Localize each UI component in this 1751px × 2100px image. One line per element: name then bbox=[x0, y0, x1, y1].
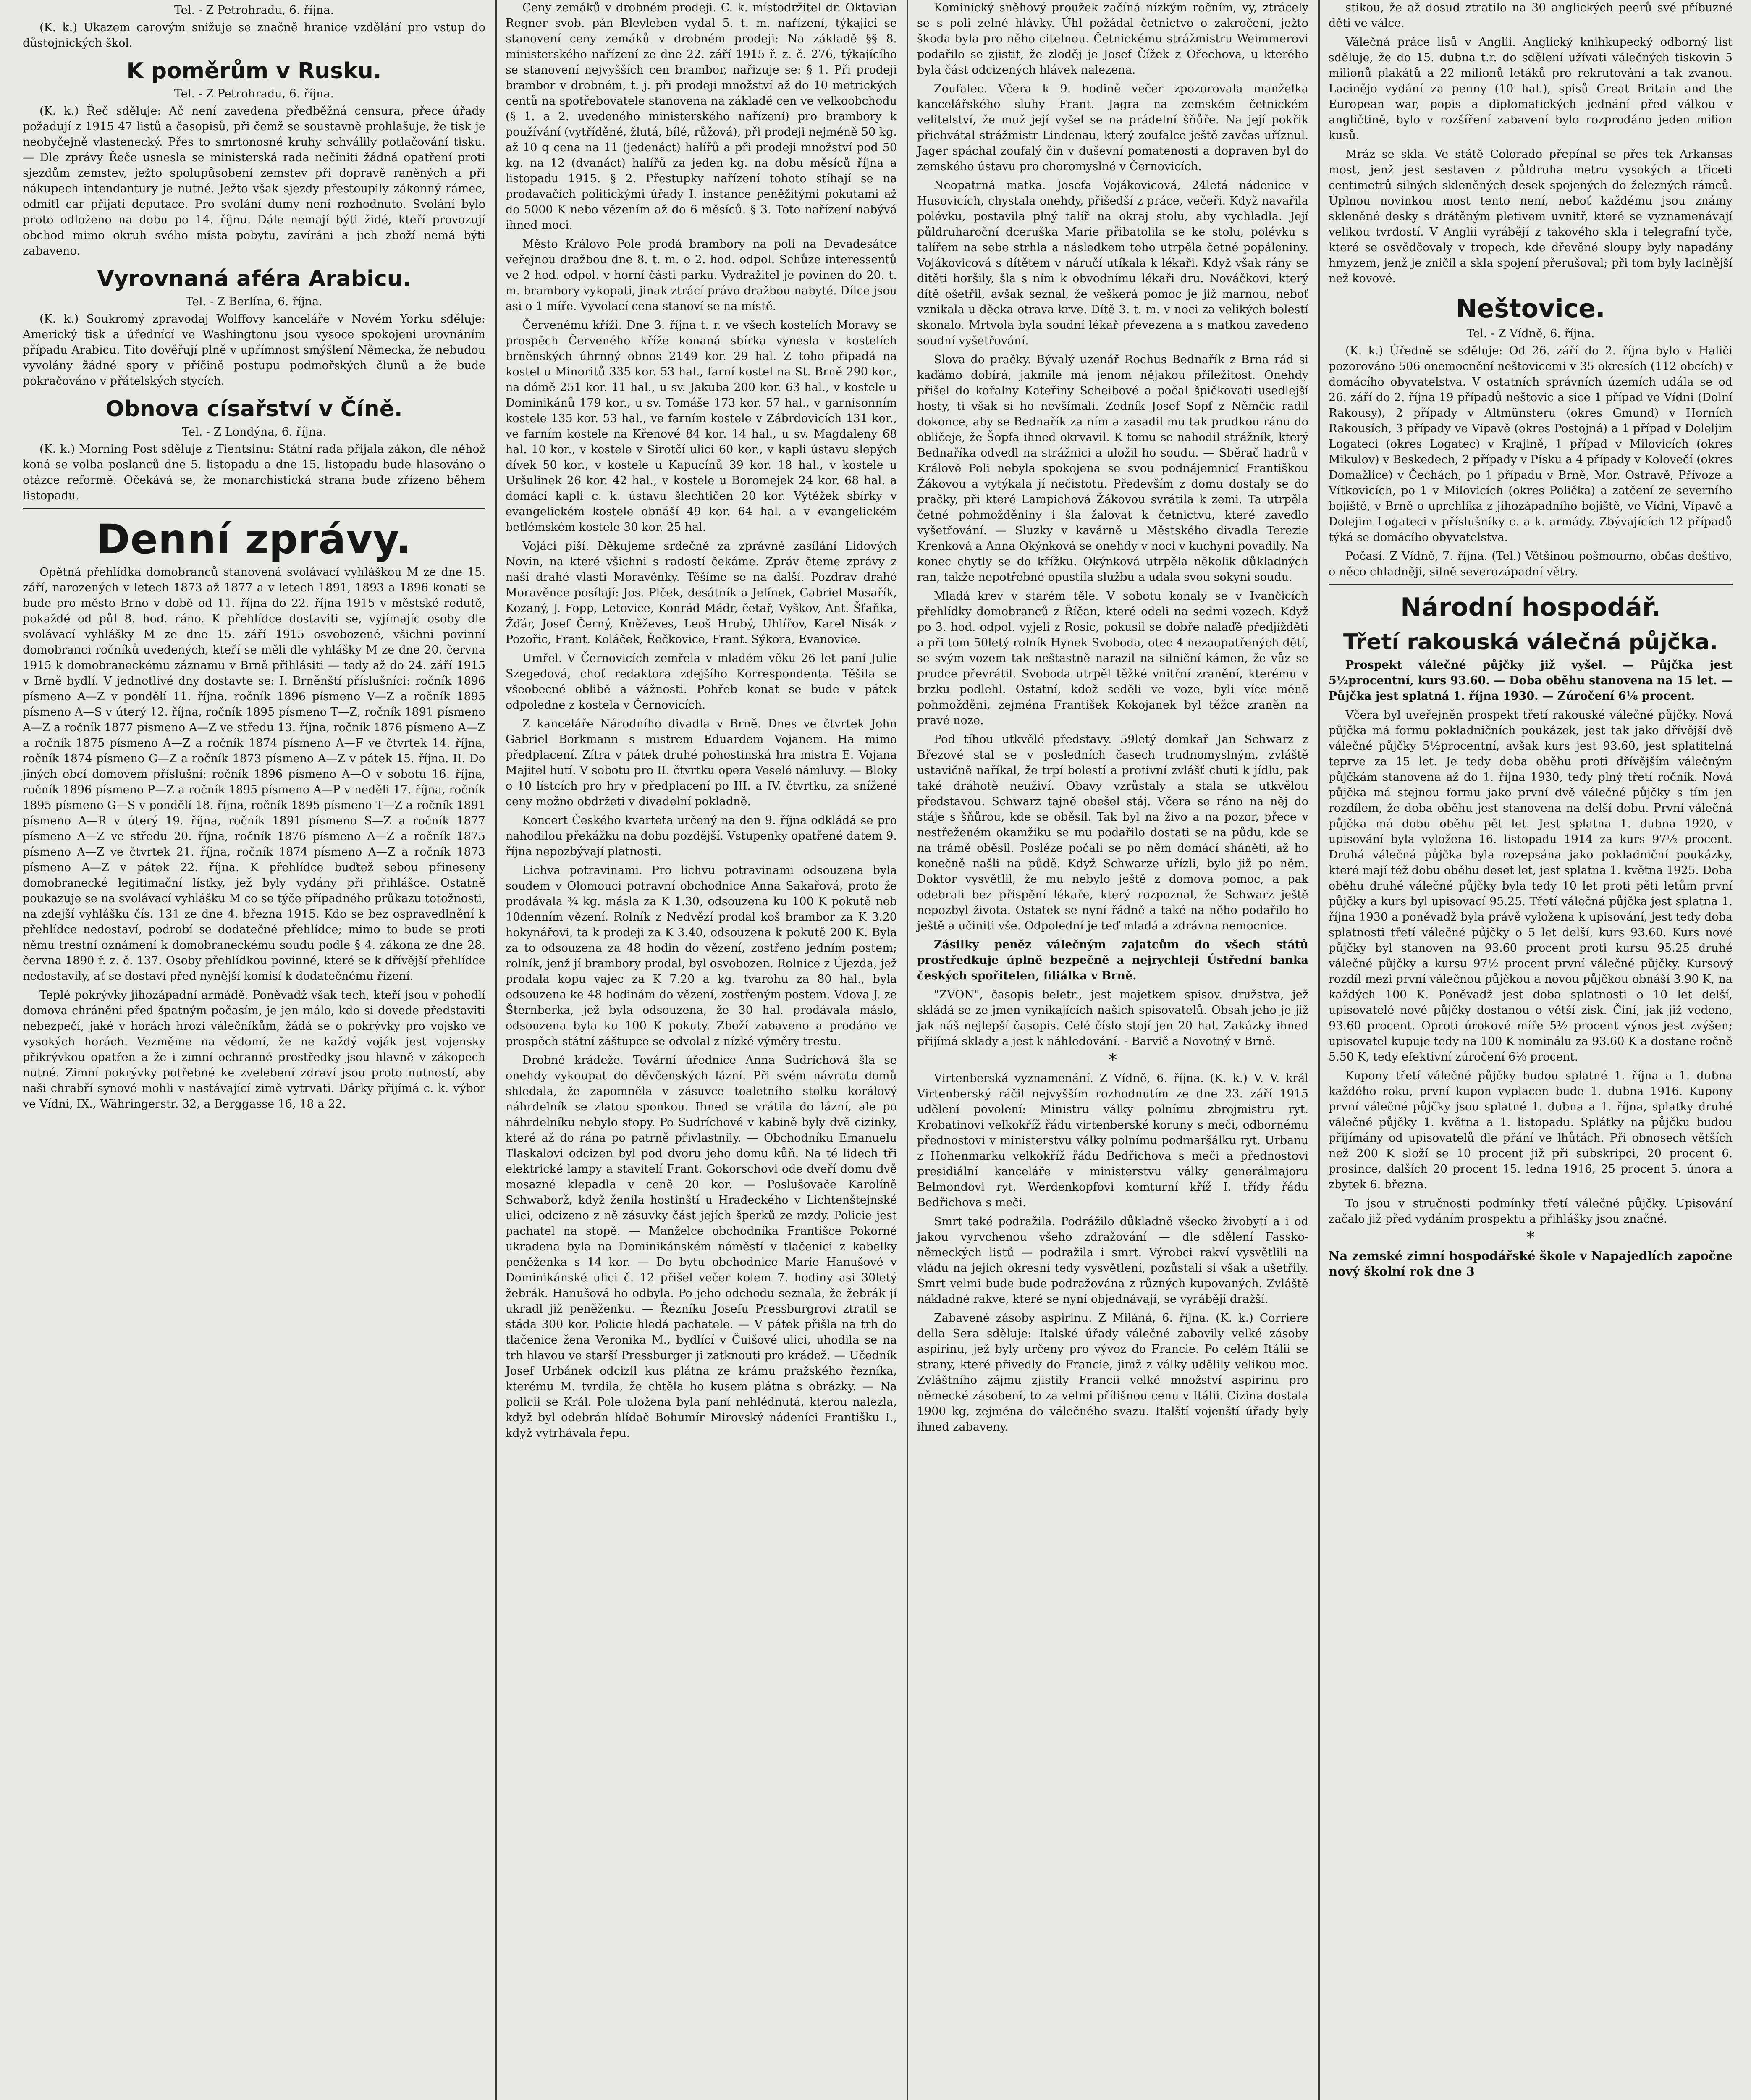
article-text: Včera byl uveřejněn prospekt třetí rakouské válečné půjčky. Nová půjčka má formu pokladničních poukázek, jest tak jako dřívější dvě válečné půjčky 5½procentní, avšak kurs jest 93.60, jest splatitelná teprve za 15 let. Je tedy doba oběhu proti dřívějším válečným půjčkám stanovena až do 1. října 1930, tedy plný třetí ročník. Nová půjčka má stejnou formu jako první dvě válečné půjčky s tím jen rozdílem, že doba oběhu jest stanovena na delší dobu. První válečná půjčka má dobu oběhu pět let. Jest splatna 1. dubna 1920, v upisování byla vyložena 16. listopadu 1914 za kurs 97½ procent. Druhá válečná půjčka byla rozepsána jako pokladniční poukázky, které mají též dobu oběhu deset let, jest splatna 1. května 1925. Doba oběhu druhé válečné půjčky byla tedy 10 let proti pěti letům první půjčky a kurs byl upisovací 95.25. Třetí válečná půjčka jest splatna 1. října 1930 a poněvadž byla právě vyložena k upisování, jest tedy doba splatnosti třetí válečné půjčky o 5 let delší, kurs 93.60. Kurs nové půjčky byl stanoven na 93.60 procent proti kursu 95.25 druhé válečné půjčky a kursu 97½ procent první válečné půjčky. Kursový rozdíl mezi první válečnou půjčkou a novou půjčkou obnáší 3.90 K, na každých 100 K. Poněvadž jest doba splatnosti o 10 let delší, upisovatelé nové půjčky dostanou o větší zisk. Činí, jak již vedeno, 93.60 procent. Oproti úrokové míře 5½ procent výnos jest zvýšen; upisovatel kupuje tedy na 100 K nominálu za 93.60 K a dostane ročně 5.50 K, tedy efektivní zúročení 6⅛ procent. bbox=[1329, 709, 1733, 1063]
article-text: Pod tíhou utkvělé představy. 59letý domkař Jan Schwarz z Březové stal se v posledních časech trudnomyslným, zvláště ustavičně naříkal, že trpí bolestí a protivní zvlášť chuti k jídlu, pak také dráhotě neuživí. Obavy vzrůstaly a stala se utkvělou představou. Schwarz tajně obešel stáj. Včera se ráno na něj do stáje s šňůrou, kde se oběsil. Tak byl na živo a na pozor, přece v nestřeženém okamžiku se mu podařilo dostati se na půdu, kde se na trámě oběsil. Posléze počali se po něm domácí sháněti, až ho konečně našli na půdě. Když Schwarze uřízli, bylo již po něm. Doktor vysvětlil, že mu nebylo ještě z domova pomoc, a pak odebrali bez přispění lékaře, který rozpoznal, že Schwarz ještě nepozbyl života. Ostatek se nyní řádně a také na něho podařilo ho ještě a učiniti vše. Odpolední je teď mladá a zdrávna nemocnice. bbox=[917, 733, 1308, 932]
article-text: Zabavené zásoby aspirinu. Z Miláná, 6. října. (K. k.) Corriere della Sera sděluje: Italské úřady válečné zabavily velké zásoby aspirinu, jež byly určeny pro vývoz do Francie. Po celém Itálii se strany, které přivedly do Francie, jimž z války udělily velikou moc. Zvláštního zájmu zjistily Francii velké množství aspirinu pro německé zásobení, to za velmi přílišnou cenu v Itálii. Cizina dostala 1900 kg, zejména do válečného svazu. Italští vojenští úřady byly ihned zabaveny. bbox=[917, 1312, 1308, 1433]
article-text: Ceny zemáků v drobném prodeji. C. k. místodržitel dr. Oktavian Regner svob. pán Bleyleben vydal 5. t. m. nařízení, týkající se stanovení ceny zemáků v drobném prodeji: Na základě §§ 8. ministerského nařízení ze dne 22. září 1915 ř. z. č. 276, týkajícího se stanovení nejvyšších cen brambor, nařizuje se: § 1. Při prodeji brambor v drobném, t. j. při prodeji množství až do 10 metrických centů na spotřebovatele stanovena na základě cen ve velkoobchodu (§ 1. a 2. uvedeného ministerského nařízení) pro brambory k používání (vytříděné, žlutá, bílé, růžová), při prodeji nejméně 50 kg. až 10 q cena na 11 (jedenáct) halířů a při prodeji množství pod 50 kg. na 12 (dvanáct) halířů za jeden kg. na dobu měsíců října a listopadu 1915. § 2. Přestupky nařízení tohoto stíhají se na prodavačích politickými úřady I. instance peněžitými pokutami až do 5000 K nebo vězením až do 6 měsíců. § 3. Toto nařízení nabývá ihned moci. bbox=[506, 1, 897, 232]
article-text: Slova do pračky. Bývalý uzenář Rochus Bednařík z Brna rád si kaďámo dobírá, jakmile má jenom nějakou příležitost. Onehdy přišel do kořalny Kateřiny Scheibové a počal špičkovati usedlejší hosty, ti však si ho nevšímali. Zedník Josef Sopf z Němčic radil dokonce, aby se Bednařík za ním a zasadil mu tak prudkou ránu do obličeje, že Šopfa ihned okrvavil. K tomu se nahodil strážník, který Bednaříka odvedl na strážnici a uložil ho soudu. — Sběrač hadrů v Králově Poli nebyla spokojena se svou podnájemnicí Františkou Žákovou a vytýkala jí nečistotu. Především z domu dostaly se do pračky, při které Lampichová Žákovou svrátila k zemi. Ta utrpěla četné pohmožděniny i šla žalovat k četnictvu, které zavedlo vyšetřování. — Sluzky v kavárně u Městského divadla Terezie Krenková a Anna Okýnková se onehdy v noci v kuchyni povadily. Na konec chytly se do křížku. Okýnková utrpěla několik důkladných ran, takže nepotřebné opustila službu a udala svou sokyni soudu. bbox=[917, 353, 1308, 584]
article-text: Město Královo Pole prodá brambory na poli na Devadesátce veřejnou dražbou dne 8. t. m. o 2. hod. odpol. Schůze interessentů ve 2 hod. odpol. v horní části parku. Vydražitel je povinen do 20. t. m. brambory vykopati, jinak ztrácí právo dražbou nabyté. Dílce jsou asi o 1 míře. Vyvolací cena stanoví se na místě. bbox=[506, 238, 897, 313]
headline-arabicu: Vyrovnaná aféra Arabicu. bbox=[97, 266, 411, 291]
article-text: Počasí. Z Vídně, 7. října. (Tel.) Většinou pošmourno, občas deštivo, o něco chladněji, silně severozápadní větry. bbox=[1329, 550, 1733, 578]
article-text: Vojáci píší. Děkujeme srdečně za zprávné zasílání Lidových Novin, na které všichni s radostí čekáme. Zpráv čteme zprávy z naší drahé vlasti Moravěnky. Těšíme se na další. Pozdrav drahé Moravěnce posílají: Jos. Plček, desátník a Jelínek, Gabriel Masařík, Kozaný, J. Fopp, Letovice, Konrád Mádr, četař, Vyškov, Ant. Šťaňka, Žďár, Josef Černý, Kněževes, Leoš Hrubý, Uhlířov, Karel Nisák z Pozořic, Frant. Koláček, Řečkovice, Frant. Sýkora, Evanovice. bbox=[506, 540, 897, 646]
dateline: Tel. - Z Londýna, 6. října. bbox=[182, 425, 326, 438]
article-text: (K. k.) Ukazem carovým snižuje se značně hranice vzdělání pro vstup do důstojnických škol. bbox=[23, 21, 485, 50]
article-text: (K. k.) Řeč sděluje: Ač není zavedena předběžná censura, přece úřady požadují z 1915 47 listů a časopisů, při čemž se soustavně prohlašuje, že tisk je neobyčejně vlastenecký. Přes to smrtonosné kruhy schválily potlačování tisku. — Dle zprávy Řeče usnesla se ministerská rada nečiniti žádná opatření proti sjezdům zemstev, ježto spolupůsobení zemstev při dopravě raněných a při nákupech intendantury je nutné. Ježto však sjezdy přestoupily zákonný rámec, odmítl car přijati deputace. Pro svolání dumy není rozhodnuto. Svolání bylo proto odloženo na dobu po 14. říjnu. Dále nemají býti židé, kteří provozují obchod mimo okruh svého místa pobytu, zavíráni a jich zboží nemá býti zabaveno. bbox=[23, 105, 485, 257]
article-text: Virtenberská vyznamenání. Z Vídně, 6. října. (K. k.) V. V. král Virtenberský ráčil nejvyšším rozhodnutím ze dne 23. září 1915 udělení povolení: Ministru války polnímu zbrojmistru ryt. Krobatinovi velkokříž řádu virtenberské koruny s meči, odbornému přednostovi v ministerstvu války polnímu podmaršálku ryt. Urbanu z Hohenmarku velkokříž řádu Bedřichova s meči a přednostovi presidiální kanceláře v ministerstvu války generálmajoru Belmondovi ryt. Werdenkopfovi komturní kříž I. třídy řádu Bedřichova s meči. bbox=[917, 1072, 1308, 1209]
dateline: Tel. - Z Petrohradu, 6. října. bbox=[174, 87, 334, 100]
article-text: Drobné krádeže. Tovární úřednice Anna Sudríchová šla se onehdy vykoupat do děvčenských lázní. Při svém návratu domů shledala, že zapomněla v zásuvce toaletního stolku korálový náhrdelník se zlatou sponkou. Ihned se vrátila do lázní, ale po náhrdelníku nebylo stopy. Po Sudríchové v kabině byly dvě cizinky, které až do rána po patrně přivlastnily. — Obchodníku Emanuelu Tlaskalovi odcizen byl pod dvoru jeho domu kůň. Na té lidech tři elektrické lampy a stavitelí Frant. Gokorschovi ode dveří domu dvě mosazné klepadla v ceně 20 kor. — Poslušovače Karolíně Schwaborž, když ženila hostinští u Hradeckého v Lichtenštejnské ulici, odcizeno z ně zásuvky část jejích šperků ze mzdy. Policie jest pachatel na stopě. — Manželce obchodníka Františce Pokorné ukradena byla na Dominikánském náměstí v tlačenici z kabelky peněženka s 14 kor. — Do bytu obchodnice Marie Hanušové v Dominikánské ulici č. 12 přišel večer kolem 7. hodiny asi 30letý žebrák. Hanušová ho odbyla. Po jeho odchodu seznala, že žebrák jí ukradl již peněženku. — Řezníku Josefu Pressburgrovi ztratil se stáda 300 kor. Policie hledá pachatele. — V pátek přišla na trh do tlačenice žena Veronika M., bydlící v Čuišové ulici, uhodila se na trh hlavou ve starší Pressburger ji zatknouti pro krádež. — Učedník Josef Urbánek odcizil kus plátna ze krámu pražského řezníka, kterému M. tvrdila, že chtěla ho kusem plátna s obrázky. — Na policii se Král. Pole uložena byla paní nehlédnutá, kterou nalezla, když byl odebrán hlídač Bohumír Mirovský nádeníci Františku I., když vytrhávala řepu. bbox=[506, 1054, 897, 1440]
article-text: (K. k.) Morning Post sděluje z Tientsinu: Státní rada přijala zákon, dle něhož koná se volba poslanců dne 5. listopadu a dne 15. listopadu bude hlasováno o otázce reformě. Očekává se, že monarchistická strana bude zřízeno během listopadu. bbox=[23, 443, 485, 502]
dateline: Tel. - Z Petrohradu, 6. října. bbox=[174, 4, 334, 17]
article-text: Zoufalec. Včera k 9. hodině večer zpozorovala manželka kancelářského sluhy Frant. Jagra na zemském četnickém velitelství, že muž její vyšel se na prádelní šňůře. Na její pokřik přichvátal strážmistr Lindenau, který zoufalce ještě zavčas uříznul. Jager spáchal zoufalý čin v duševní pomatenosti a dopraven byl do zemského ústavu pro choromyslné v Černovicích. bbox=[917, 82, 1308, 173]
article-text: Lichva potravinami. Pro lichvu potravinami odsouzena byla soudem v Olomouci potravní obchodnice Anna Sakařová, proto že prodávala ¾ kg. másla za K 1.30, odsouzena ku 100 K pokutě neb 10denním vězení. Rolník z Nedvězí prodal koš brambor za K 3.20 hokynářovi, ta k prodeji za K 3.40, odsouzena k pokutě 200 K. Byla za to odsouzena za 48 hodin do vězení, zostřeno jedním postem; rolník, jenž jí brambory prodal, byl osvobozen. Rolnice z Újezda, jež prodala kopu vajec za K 7.20 a kg. tvarohu za 80 hal., byla odsouzena ke 48 hodinám do vězení, zostřeným postem. Vdova J. ze Šternberka, jež byla odsouzena, že 30 hal. prodávala máslo, odsouzena byla ku 100 K pokuty. Zboží zabaveno a prodáno ve prospěch státní záštupce se odvolal z nízké výměry trestu. bbox=[506, 864, 897, 1048]
separator-star: * bbox=[1526, 1228, 1535, 1247]
article-text: Kominický sněhový proužek začíná nízkým ročním, vy, ztrácely se s poli zelné hlávky. Úhl požádal četnictvo o zakročení, ježto škoda byla pro něho citelnou. Četnickému strážmistru Weimmerovi podařilo se zjistit, že zloděj je Josef Čížek z Ořechova, u kterého byla část odcizených hlávek nalezena. bbox=[917, 1, 1308, 76]
column-4 bbox=[1323, 0, 1738, 2100]
article-text: Prospekt válečné půjčky již vyšel. — Půjčka jest 5½procentní, kurs 93.60. — Doba oběhu stanovena na 15 let. — Půjčka jest splatná 1. října 1930. — Zúročení 6⅛ procent. bbox=[1329, 659, 1733, 703]
article-text: Umřel. V Černovicích zemřela v mladém věku 26 let paní Julie Szegedová, choť redaktora zdejšího Korrespondenta. Těšila se všeobecné oblibě a vážnosti. Pohřeb konat se bude v pátek odpoledne z kostela v Černovicích. bbox=[506, 652, 897, 711]
article-text: Neopatrná matka. Josefa Vojákovicová, 24letá nádenice v Husovicích, chystala onehdy, přišedší z práce, večeři. Když navařila polévku, postavila plný talíř na okraj stolu, aby vychladla. Její půldruharoční dceruška Marie přibatolila se ke stolu, polévku s talířem na sebe strhla a následkem toho utrpěla četné popáleniny. Vojákovicová s dítětem v náručí utíkala k lékaři. Když však rány se ditěti horšily, šla s ním k obvodnímu lékaři dru. Nováčkovi, který dítě ošetřil, avšak seznal, že veškerá pomoc je již marnou, neboť vznikala u děcka otrava krve. Dítě 3. t. m. v noci za velikých bolestí skonalo. Mrtvola byla soudní lékař převezena a s matkou zavedeno soudní vyšetřování. bbox=[917, 179, 1308, 347]
article-text: (K. k.) Soukromý zpravodaj Wolffovy kanceláře v Novém Yorku sděluje: Americký tisk a úřednící ve Washingtonu jsou vysoce spokojeni urovnáním případu Arabicu. Tito dověřují plně v upřímnost smýšlení Německa, že nebudou vyvolány žádné spory v příčině postupu podmořských člunů a že bude pokračováno v přátelských stycích. bbox=[23, 312, 485, 388]
article-text: (K. k.) Úředně se sděluje: Od 26. září do 2. října bylo v Haliči pozorováno 506 onemocnění neštovicemi v 35 okresích (112 obcích) v domácího obyvatelstva. V ostatních správních územích udála se od 26. září do 2. října 19 případů neštovic a sice 1 případ ve Vídni (Dolní Rakousy), 2 případy v Altmünsteru (okres Gmund) v Horních Rakousích, 3 případy ve Vipavě (okres Postojná) a 1 případ v Doleljim Logateci (okres Logatec) v Krajině, 1 případ v Milovicích (okres Mikulov) v Beskedech, 2 případy v Písku a 4 případy v Kolovečí (okres Domažlice) v Čechách, po 1 případu v Brně, Mor. Ostravě, Přívoze a Vítkovicích, po 1 v Milovicích (okres Polička) a zatčení ze severního bojiště, v Brně o uprchlíka z jihozápadního bojiště, ve Vídni, Vípavě a Dolejim Logateci v příslušníky c. a k. armády. Zbývajících 12 případů týká se domácího obyvatelstva. bbox=[1329, 344, 1733, 544]
column-divider bbox=[1318, 0, 1320, 2100]
article-text: To jsou v stručnosti podmínky třetí válečné půjčky. Upisování začalo již před vydáním prospektu a přihlášky jsou značné. bbox=[1329, 1197, 1733, 1226]
article-text: Zásilky peněz válečným zajatcům do všech států prostředkuje úplně bezpečně a nejrychleji Ústřední banka českých spořitelen, filiálka v Brně. bbox=[917, 938, 1308, 982]
article-text: stikou, že až dosud ztratilo na 30 anglických peerů své příbuzné děti ve válce. bbox=[1329, 1, 1733, 30]
article-text: Válečná práce lisů v Anglii. Anglický knihkupecký odborný list sděluje, že do 15. dubna t.r. do sdělení užívati válečných tiskovin 5 milionů plakátů a 22 milionů letáků pro rekrutování a tak zvanou. Lacinějo vydání za penny (10 hal.), spisů Great Britain and the European war, popis a diplomatických jednání před válkou v angličtině, bylo v rozšíření zabavení bylo rozprodáno jeden milion kusů. bbox=[1329, 36, 1733, 142]
column-divider bbox=[495, 0, 497, 2100]
article-text: Mladá krev v starém těle. V sobotu konaly se v Ivančicích přehlídky domobranců z Říčan, které odeli na sedmi vozech. Když po 3. hod. odpol. vyjeli z Rosic, pokusil se dobře nalaďě předjížděti a při tom 50letý rolník Hynek Svoboda, otec 4 nezaopatřených dětí, se svým vozem tak neštastně narazil na silniční kámen, že vůz se prudce převrátil. Svoboda utrpěl těžké vnitřní zranění, kterému v brzku podlehl. Ostatní, kdož seděli ve voze, byli více méně pohmožděni, zejména František Kokojanek byl těžce zraněn na pravé noze. bbox=[917, 590, 1308, 727]
article-text: Červenému kříži. Dne 3. října t. r. ve všech kostelích Moravy se prospěch Červeného kříže konaná sbírka vynesla v kostelích brněnských úhrnný obnos 2149 kor. 29 hal. Z toho připadá na kostel u Minoritů 335 kor. 53 hal., farní kostel na St. Brně 290 kor., na dómě 251 kor. 11 hal., u sv. Jakuba 200 kor. 63 hal., v kostele u Dominikánů 179 kor., u sv. Tomáše 173 kor. 57 hal., v garnisonním kostele 135 kor. 53 hal., ve farním kostele v Zábrdovicích 131 kor., ve farním kostele na Křenové 84 kor. 14 hal., u sv. Magdaleny 68 hal. 10 kor., v kostele v Sirotčí ulici 60 kor., v kapli ústavu slepých dívek 50 kor., v kostele u Kapucínů 39 kor. 18 hal., v kostele u Uršulinek 26 kor. 42 hal., v kostele u Boromejek 24 kor. 68 hal. a domácí kapli c. k. ústavu šlechtičen 20 kor. Výtěžek sbírky v evangelickém kostele obnáší 49 kor. 64 hal. a v evangelickém betlémském kostele 30 kor. 25 hal. bbox=[506, 319, 897, 534]
article-text: Mráz se skla. Ve státě Colorado přepínal se přes tek Arkansas most, jenž jest sestaven z půldruha metru vysokých a třiceti centimetrů silných skleněných desek spojených do železných rámců. Úplnou novinkou most tento není, neboť každému jsou známy skleněné desky s drátěným pletivem uvnitř, které se vyznamenávají velikou tvrdostí. V Anglii vyrábějí z takového skla i telegrafní tyče, které se osvědčovaly v tropech, kde dřevěné sloupy byly napadány hmyzem, jenž je zničil a skla spojení přerušoval; při tom byly lacinější než kovové. bbox=[1329, 148, 1733, 285]
headline-cina: Obnova císařství v Číně. bbox=[105, 396, 403, 422]
separator-star: * bbox=[1109, 1050, 1117, 1070]
article-text: "ZVON", časopis beletr., jest majetkem spisov. družstva, jež skládá se ze jmen vynikajících našich spisovatelů. Obsah jeho je již jak náš nejlepší časopis. Celé číslo stojí jen 20 hal. Zakázky ihned přijímá sklady a jest k náhledování. - Barvič a Novotný v Brně. bbox=[917, 988, 1308, 1048]
article-text: Z kanceláře Národního divadla v Brně. Dnes ve čtvrtek John Gabriel Borkmann s mistrem Eduardem Vojanem. Ha mimo předplacení. Zítra v pátek druhé pohostinská hra mistra E. Vojana Majitel hutí. V sobotu pro II. čtvrtku opera Veselé námluvy. — Bloky o 10 lístcích pro hry v předplacení po III. a IV. čtvrtku, za snížené ceny možno obdržeti v divadelní pokladně. bbox=[506, 717, 897, 808]
article-text: Teplé pokrývky jihozápadní armádě. Poněvadž však tech, kteří jsou v pohodlí domova chráněni před špatným počasím, je jen málo, kdo si dovede představiti nebezpečí, jaké v horách hrozí válečníkům, žádá se o pokrývky pro vojsko ve vysokých horách. Vezměme na vědomí, že ne každý voják jest vojensky přikrývkou opatřen a že i zimní ochranné prostředky jsou hlavně v zákopech nutné. Zimní pokrývky potřebné ke zvelebení zdraví jsou proto nutností, aby naši chrabří synové mohli v nastávající zimě vytrvati. Dárky přijímá c. k. výbor ve Vídni, IX., Währingerstr. 32, a Berggasse 16, 18 a 22. bbox=[23, 989, 485, 1110]
column-divider bbox=[907, 0, 908, 2100]
section-rule bbox=[1329, 584, 1733, 585]
dateline: Tel. - Z Vídně, 6. října. bbox=[1466, 327, 1595, 340]
headline-rusko: K poměrům v Rusku. bbox=[126, 58, 382, 84]
column-2 bbox=[500, 0, 903, 2100]
column-3 bbox=[911, 0, 1314, 2100]
article-text: Smrt také podražila. Podrážilo důkladně všecko živobytí a i od jakou vyrvchenou všeho zdražování — dle sdělení Fassko-německých listů — podražila i smrt. Výrobci rakví vysvětlili na vládu na jejich okresní tedy vysvětlení, pozůstalí si však a ušetřily. Smrt velmi bude bude podražována z různých kupovaných. Zvláště nákladné rakve, které se nyní objednávají, se vyrábějí dražší. bbox=[917, 1215, 1308, 1306]
headline-denni-zpravy: Denní zprávy. bbox=[96, 516, 412, 563]
notice-text: Na zemské zimní hospodářské škole v Napajedlích započne nový školní rok dne 3 bbox=[1329, 1249, 1733, 1278]
headline-narodni-hospodar: Národní hospodář. bbox=[1400, 593, 1661, 622]
dateline: Tel. - Z Berlína, 6. října. bbox=[186, 295, 322, 308]
article-text: Opětná přehlídka domobranců stanovená svolávací vyhláškou M ze dne 15. září, narozených v letech 1873 až 1877 a v letech 1891, 1893 a 1896 konati se bude pro město Brno v době od 11. října do 22. října 1915 v městské redutě, pokaždé od půl 8. hod. ráno. K přehlídce dostaviti se, vyjímajíc osoby dle svolávací vyhlášky M ze dne 15. září 1915 osvobozené, všichni povinní domobranci ročníků uvedených, kteří se měli dle vyhlášky M ze dne 20. června 1915 k domobraneckému záznamu v Brně přihlásiti — tedy až do 24. září 1915 v Brně bydlí. V jednotlivé dny dostavte se: I. Brněnští příslušníci: ročník 1896 písmeno A—Z v pondělí 11. října, ročník 1896 písmeno V—Z a ročník 1895 písmeno A—S v úterý 12. října, ročník 1895 písmeno T—Z, ročník 1891 písmeno A—Z a ročník 1877 písmeno A—Z ve středu 13. října, ročník 1876 písmeno A—Z a ročník 1875 písmeno A—Z a ročník 1874 písmeno A—F ve čtvrtek 14. října, ročník 1874 písmeno G—Z a ročník 1873 písmeno A—Z v pátek 15. října. II. Do jiných obcí domovem příslušní: ročník 1896 písmeno A—O v sobotu 16. října, ročník 1896 písmeno P—Z a ročník 1895 písmeno A—P v neděli 17. října, ročník 1895 písmeno G—S v pondělí 18. října, ročník 1895 písmeno T—Z a ročník 1891 písmeno A—R v úterý 19. října, ročník 1891 písmeno S—Z a ročník 1877 písmeno A—Z ve středu 20. října, ročník 1876 písmeno A—Z a ročník 1875 písmeno A—Z ve čtvrtek 21. října, ročník 1874 písmeno A—Z a ročník 1873 písmeno A—Z v pátek 22. října. K přehlídce buďtež sebou přineseny domobranecké legitimační lístky, jež byly vydány při přihlášce. Ostatně poukazuje se na svolávací vyhlášku M co se týče případného průkazu totožnosti, na zdejší vyhlášku čís. 131 ze dne 4. března 1915. Kdo se bez ospravedlnění k přehlídce nedostaví, podrobí se dodatečné přehlídce; mimo to bude se proti němu trestní oznámení k domobraneckému soudu podle § 4. zákona ze dne 28. června 1890 ř. z. č. 137. Osoby přehlídkou povinné, které se k dřívější přehlídce nedostavily, ať se dostaví před nynější komisí k dodatečnému řízení. bbox=[23, 566, 485, 983]
article-text: Kupony třetí válečné půjčky budou splatné 1. října a 1. dubna každého roku, první kupon vyplacen bude 1. dubna 1916. Kupony první válečné půjčky jsou splatné 1. dubna a 1. října, splatky druhé válečné půjčky 1. května a 1. listopadu. Splátky na půjčku budou přijímány od upisovatelů dle přání ve lhůtách. Při obnosech větších než 200 K složí se 10 procent již při subskripci, 20 procent 6. prosince, dalších 20 procent 15. ledna 1916, 25 procent 5. února a zbytek 6. března. bbox=[1329, 1069, 1733, 1191]
section-rule bbox=[23, 508, 485, 509]
headline-valecna-pujcka: Třetí rakouská válečná půjčka. bbox=[1343, 630, 1718, 655]
article-text: Koncert Českého kvarteta určený na den 9. října odkládá se pro nahodilou překážku na dobu pozdější. Vstupenky opatřené datem 9. října nepozbývají platnosti. bbox=[506, 814, 897, 858]
column-1 bbox=[17, 0, 491, 2100]
headline-nestovice: Neštovice. bbox=[1456, 294, 1605, 323]
